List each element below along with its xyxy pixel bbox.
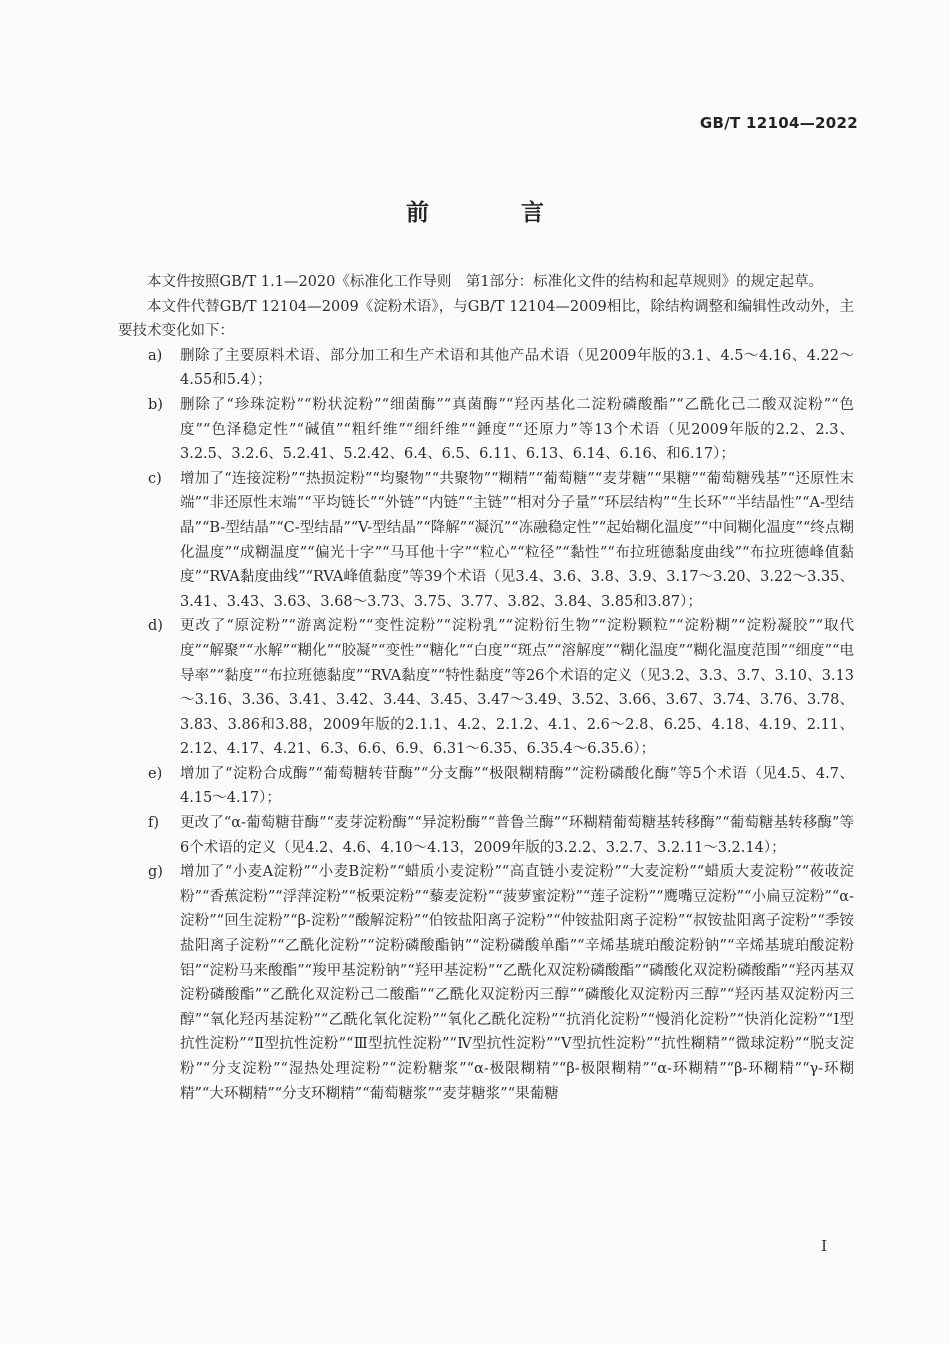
list-marker: c): [148, 470, 162, 487]
change-list: [118, 344, 854, 1106]
list-marker: b): [148, 396, 163, 413]
page-title: 前 言: [405, 200, 586, 226]
list-marker: g): [148, 864, 163, 881]
paragraph-replacement: 本文件代替GB/T 12104—2009《淀粉术语》，与GB/T 12104—2009相比，除结构调整和编辑性改动外，主要技术变化如下：: [118, 298, 854, 340]
list-marker: e): [148, 765, 163, 782]
list-item-text: 增加了“淀粉合成酶”“葡萄糖转苷酶”“分支酶”“极限糊精酶”“淀粉磷酸化酶”等5个术语（见4.5、4.7、4.15～4.17）；: [180, 765, 854, 807]
list-item-text: 删除了“珍珠淀粉”“粉状淀粉”“细菌酶”“真菌酶”“羟丙基化二淀粉磷酸酯”“乙酰化己二酸双淀粉”“色度”“色泽稳定性”“碱值”“粗纤维”“细纤维”“錘度”“还原力”等13个术语（见2009年版的2.2、2.3、3.2.5、3.2.6、5.2.41、5.2.42、6.4、6.5、6.11、6.13、6.14、6.16、和6.17）；: [180, 396, 854, 463]
list-marker: d): [148, 618, 163, 635]
list-item-text: 增加了“小麦A淀粉”“小麦B淀粉”“蜡质小麦淀粉”“高直链小麦淀粉”“大麦淀粉”“蜡质大麦淀粉”“莜荍淀粉”“香蕉淀粉”“浮萍淀粉”“板栗淀粉”“藜麦淀粉”“菠萝蜜淀粉”“莲子淀粉”“鹰嘴豆淀粉”“小扁豆淀粉”“α-淀粉”“回生淀粉”“β-淀粉”“酸解淀粉”“伯铵盐阳离子淀粉”“仲铵盐阳离子淀粉”“叔铵盐阳离子淀粉”“季铵盐阳离子淀粉”“乙酰化淀粉”“淀粉磷酸酯钠”“淀粉磷酸单酯”“辛烯基琥珀酸淀粉钠”“辛烯基琥珀酸淀粉铝”“淀粉马来酸酯”“羧甲基淀粉钠”“羟甲基淀粉”“乙酰化双淀粉磷酸酯”“磷酸化双淀粉磷酸酯”“羟丙基双淀粉磷酸酯”“乙酰化双淀粉己二酸酯”“乙酰化双淀粉丙三醇”“磷酸化双淀粉丙三醇”“羟丙基双淀粉丙三醇”“氧化羟丙基淀粉”“乙酰化氧化淀粉”“氧化乙酰化淀粉”“抗消化淀粉”“慢消化淀粉”“快消化淀粉”“Ⅰ型抗性淀粉”“Ⅱ型抗性淀粉”“Ⅲ型抗性淀粉”“Ⅳ型抗性淀粉”“Ⅴ型抗性淀粉”“抗性糊精”“微球淀粉”“脱支淀粉”“分支淀粉”“湿热处理淀粉”“淀粉糖浆”“α-极限糊精”“β-极限糊精”“α-环糊精”“β-环糊精”“γ-环糊精”“大环糊精”“分支环糊精”“葡萄糖浆”“麦芽糖浆”“果葡糖: [180, 864, 854, 1102]
standard-code: GB/T 12104—2022: [699, 114, 858, 132]
list-item-text: 更改了“α-葡萄糖苷酶”“麦芽淀粉酶”“异淀粉酶”“普鲁兰酶”“环糊精葡萄糖基转移酶”“葡萄糖基转移酶”等6个术语的定义（见4.2、4.6、4.10～4.13，2009年版的3.2.2、3.2.7、3.2.11～3.2.14）；: [180, 815, 854, 856]
page-number: I: [821, 1237, 827, 1255]
list-item-text: 更改了“原淀粉”“游离淀粉”“变性淀粉”“淀粉乳”“淀粉衍生物”“淀粉颗粒”“淀粉糊”“淀粉凝胶”“取代度”“解聚”“水解”“糊化”“胶凝”“变性”“糖化”“白度”“斑点”“溶解度”“糊化温度”“糊化温度范围”“细度”“电导率”“黏度”“布拉班德黏度”“RVA黏度”“特性黏度”等26个术语的定义（见3.2、3.3、3.7、3.10、3.13～3.16、3.36、3.41、3.42、3.44、3.45、3.47～3.49、3.52、3.66、3.67、3.74、3.76、3.78、3.83、3.86和3.88，2009年版的2.1.1、4.2、2.1.2、4.1、2.6～2.8、6.25、4.18、4.19、2.11、2.12、4.17、4.21、6.3、6.6、6.9、6.31～6.35、6.35.4～6.35.6）；: [180, 618, 854, 758]
paragraph-drafting-rules: 本文件按照GB/T 1.1—2020《标准化工作导则 第1部分：标准化文件的结构和起草规则》的规定起草。: [147, 274, 824, 290]
foreword-body: [118, 270, 854, 1106]
list-item: [118, 393, 854, 467]
list-item-text: 删除了主要原料术语、部分加工和生产术语和其他产品术语（见2009年版的3.1、4.5～4.16、4.22～4.55和5.4）；: [180, 347, 854, 389]
list-item: [118, 344, 854, 393]
list-item-text: 增加了“连接淀粉”“热损淀粉”“均聚物”“共聚物”“糊精”“葡萄糖”“麦芽糖”“果糖”“葡萄糖残基”“还原性末端”“非还原性末端”“平均链长”“外链”“内链”“主链”“相对分子量”“环层结构”“生长环”“半结晶性”“A-型结晶”“B-型结晶”“C-型结晶”“V-型结晶”“降解”“凝沉”“冻融稳定性”“起始糊化温度”“中间糊化温度”“终点糊化温度”“成糊温度”“偏光十字”“马耳他十字”“粒心”“粒径”“黏性”“布拉班德黏度曲线”“布拉班德峰值黏度”“RVA黏度曲线”“RVA峰值黏度”等39个术语（见3.4、3.6、3.8、3.9、3.17～3.20、3.22～3.35、3.41、3.43、3.63、3.68～3.73、3.75、3.77、3.82、3.84、3.85和3.87）；: [180, 470, 854, 610]
list-item: [118, 811, 854, 860]
list-item: [118, 467, 854, 615]
list-item: [118, 614, 854, 762]
list-marker: a): [148, 347, 163, 364]
list-item: [118, 762, 854, 811]
list-marker: f): [148, 815, 160, 832]
list-item: [118, 860, 854, 1106]
